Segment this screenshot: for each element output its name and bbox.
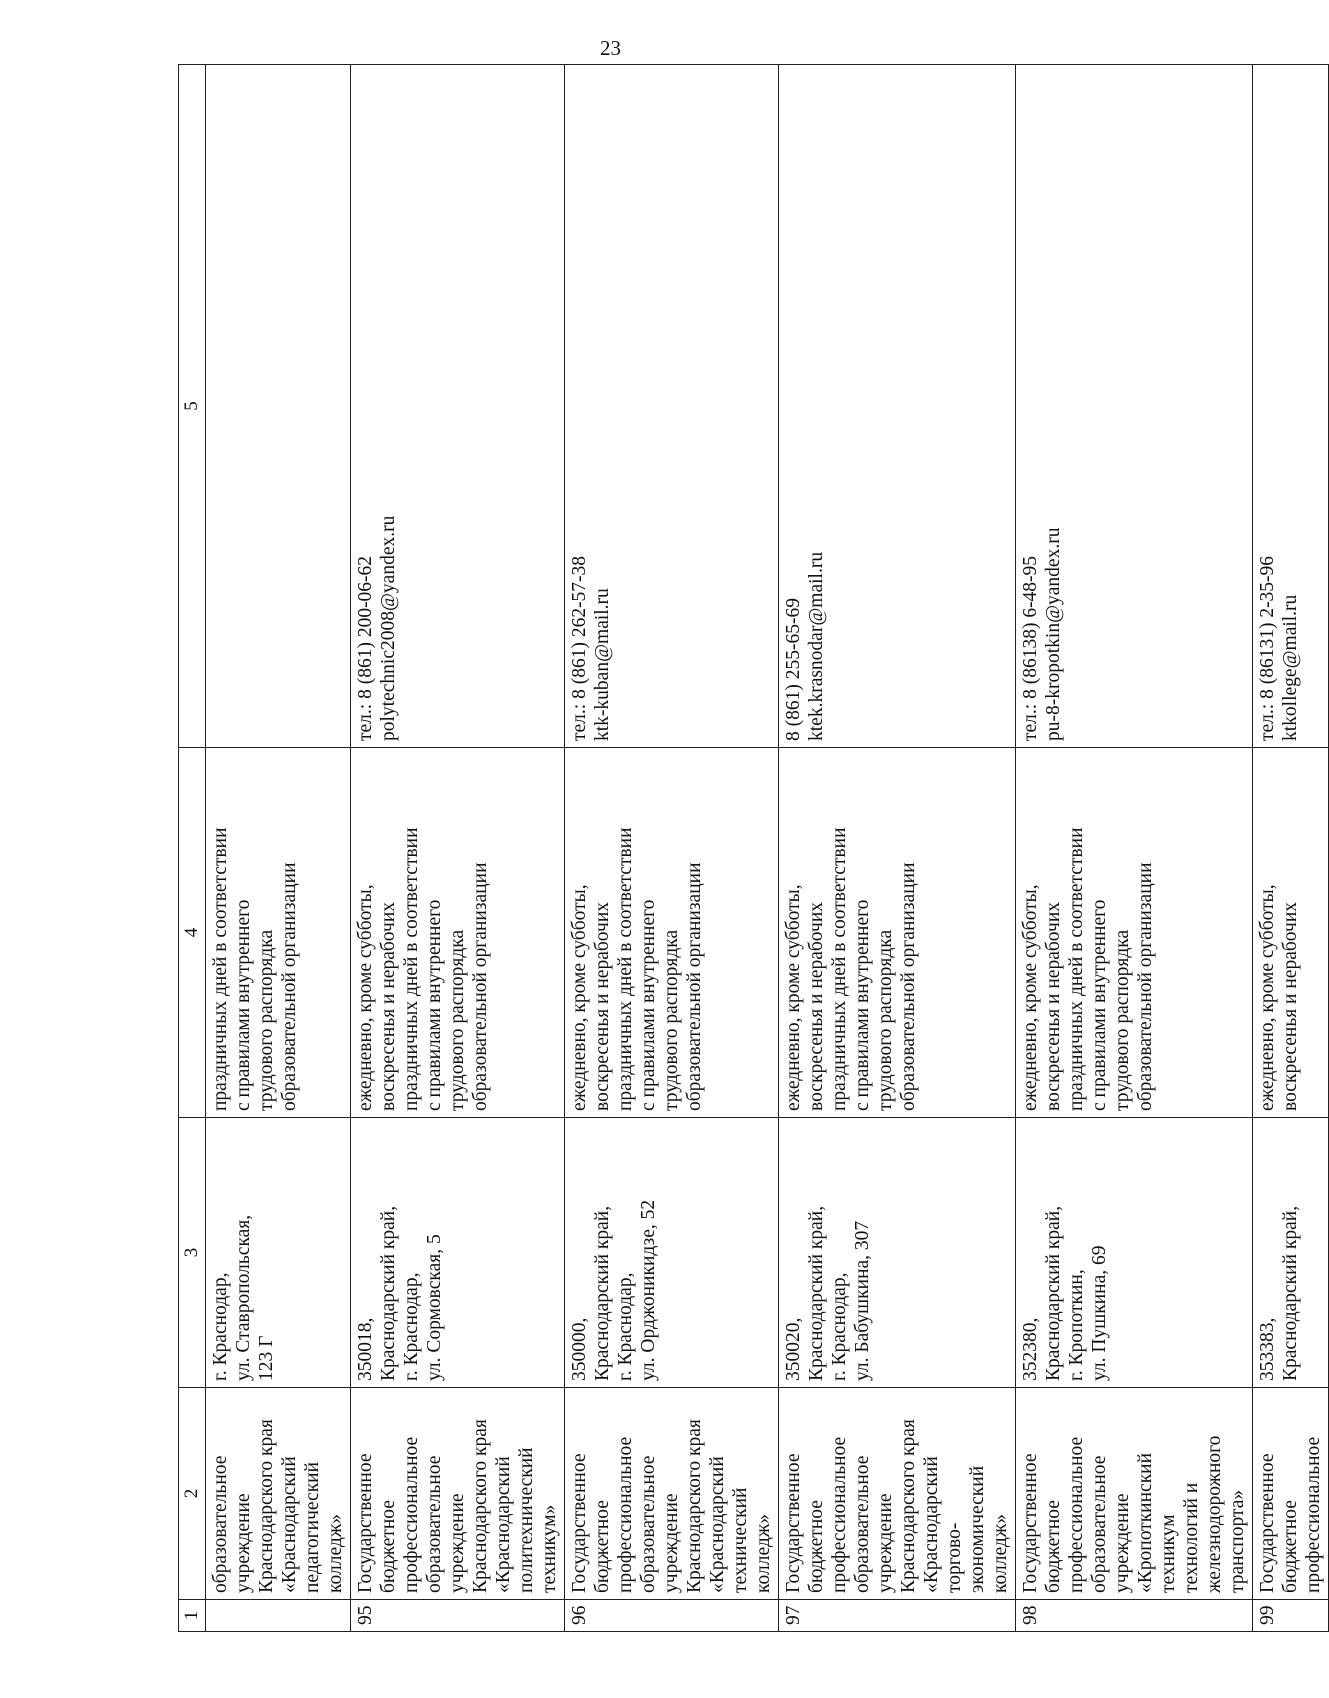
row-number: 97 bbox=[779, 1600, 1016, 1632]
institution-address: 350018, Краснодарский край, г. Краснодар, ул. Сормовская, 5 bbox=[351, 1118, 565, 1388]
institution-name: образовательное учреждение Краснодарского края «Краснодарский педагогический колледж» bbox=[206, 1388, 351, 1600]
institution-name: Государственное бюджетное профессиональное образовательное учреждение «Кропоткинский техникум технологий и железнодорожного транспорта» bbox=[1016, 1388, 1253, 1600]
institution-name: Государственное бюджетное профессиональное образовательное учреждение Краснодарского края «Краснодарский политехнический техникум» bbox=[351, 1388, 565, 1600]
row-number: 96 bbox=[565, 1600, 779, 1632]
institution-name: Государственное бюджетное профессиональное bbox=[1253, 1388, 1329, 1600]
institution-address: 352380, Краснодарский край, г. Кропоткин, ул. Пушкина, 69 bbox=[1016, 1118, 1253, 1388]
working-schedule: ежедневно, кроме субботы, воскресенья и нерабочих bbox=[1253, 748, 1329, 1118]
header-col-5: 5 bbox=[179, 65, 206, 748]
rotated-table-frame bbox=[178, 65, 1324, 1632]
header-col-4: 4 bbox=[179, 748, 206, 1118]
row-number: 99 bbox=[1253, 1600, 1329, 1632]
table-row bbox=[565, 65, 779, 1632]
table-row bbox=[1253, 65, 1329, 1632]
row-number: 98 bbox=[1016, 1600, 1253, 1632]
page-number: 23 bbox=[600, 36, 621, 60]
table-row bbox=[351, 65, 565, 1632]
contact-info: тел.: 8 (861) 200-06-62 polytechnic2008@yandex.ru bbox=[351, 65, 565, 748]
table-row bbox=[779, 65, 1016, 1632]
table-header-row bbox=[179, 65, 206, 1632]
header-col-3: 3 bbox=[179, 1118, 206, 1388]
contact-info: тел.: 8 (86138) 6-48-95 pu-8-kropotkin@yandex.ru bbox=[1016, 65, 1253, 748]
institution-address: 350020, Краснодарский край, г. Краснодар, ул. Бабушкина, 307 bbox=[779, 1118, 1016, 1388]
institutions-table bbox=[178, 64, 1329, 1632]
header-col-1: 1 bbox=[179, 1600, 206, 1632]
institution-address: 353383, Краснодарский край, bbox=[1253, 1118, 1329, 1388]
table-row bbox=[206, 65, 351, 1632]
working-schedule: праздничных дней в соответствии с правилами внутреннего трудового распорядка образовательной организации bbox=[206, 748, 351, 1118]
header-col-2: 2 bbox=[179, 1388, 206, 1600]
row-number: 95 bbox=[351, 1600, 565, 1632]
table-row bbox=[1016, 65, 1253, 1632]
institution-name: Государственное бюджетное профессиональное образовательное учреждение Краснодарского края «Краснодарский торгово- экономический колледж» bbox=[779, 1388, 1016, 1600]
row-number bbox=[206, 1600, 351, 1632]
contact-info: тел.: 8 (861) 262-57-38 ktk-kuban@mail.ru bbox=[565, 65, 779, 748]
working-schedule: ежедневно, кроме субботы, воскресенья и нерабочих праздничных дней в соответствии с правилами внутреннего трудового распорядка образовательной организации bbox=[565, 748, 779, 1118]
working-schedule: ежедневно, кроме субботы, воскресенья и нерабочих праздничных дней в соответствии с правилами внутреннего трудового распорядка образовательной организации bbox=[351, 748, 565, 1118]
contact-info: 8 (861) 255-65-69 ktek.krasnodar@mail.ru bbox=[779, 65, 1016, 748]
institution-address: 350000, Краснодарский край, г. Краснодар, ул. Орджоникидзе, 52 bbox=[565, 1118, 779, 1388]
working-schedule: ежедневно, кроме субботы, воскресенья и нерабочих праздничных дней в соответствии с правилами внутреннего трудового распорядка образовательной организации bbox=[779, 748, 1016, 1118]
contact-info: тел.: 8 (86131) 2-35-96 ktkollege@mail.ru bbox=[1253, 65, 1329, 748]
contact-info bbox=[206, 65, 351, 748]
institution-name: Государственное бюджетное профессиональное образовательное учреждение Краснодарского края «Краснодарский технический колледж» bbox=[565, 1388, 779, 1600]
institution-address: г. Краснодар, ул. Ставропольская, 123 Г bbox=[206, 1118, 351, 1388]
working-schedule: ежедневно, кроме субботы, воскресенья и нерабочих праздничных дней в соответствии с правилами внутреннего трудового распорядка образовательной организации bbox=[1016, 748, 1253, 1118]
